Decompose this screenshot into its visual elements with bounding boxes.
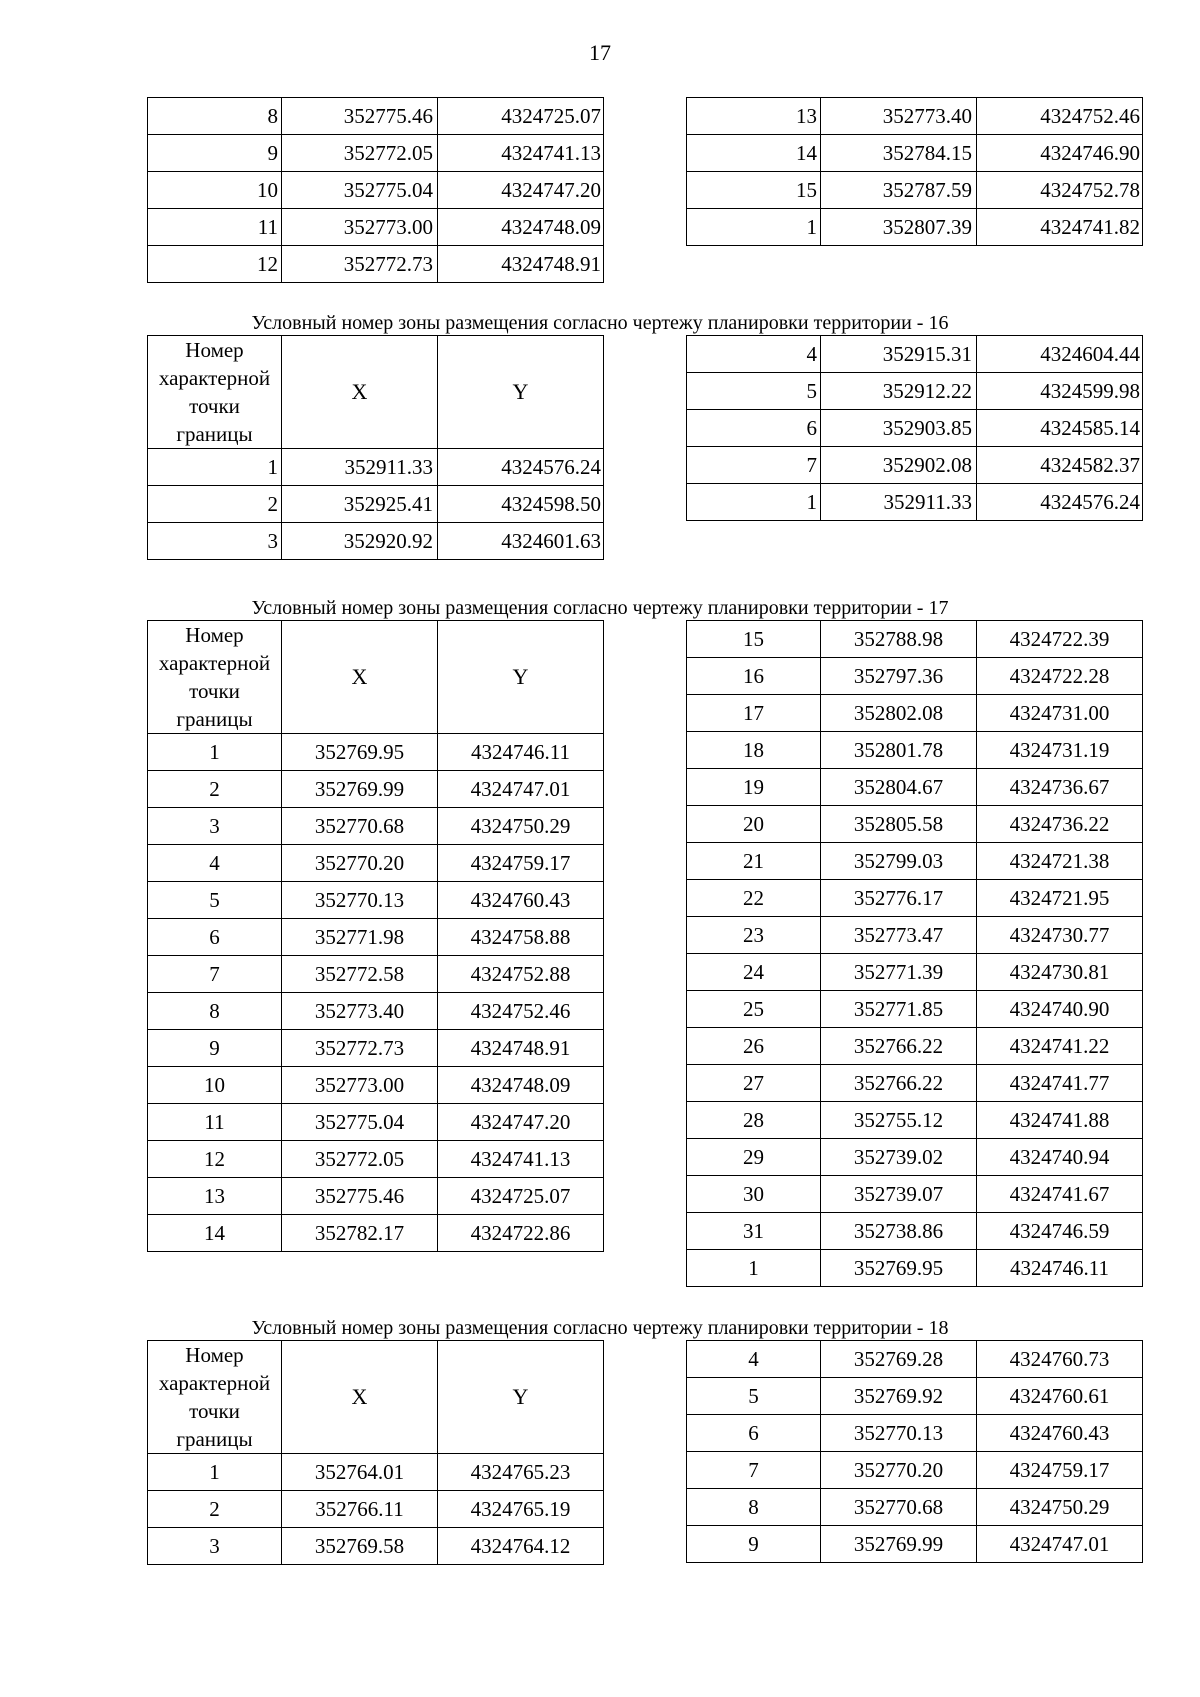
point-number-cell: 8 bbox=[148, 98, 282, 135]
x-coordinate-cell: 352769.28 bbox=[821, 1341, 977, 1378]
zone-16-caption: Условный номер зоны размещения согласно чертежу планировки территории - 16 bbox=[251, 312, 949, 334]
table-row bbox=[148, 993, 604, 1030]
table-row bbox=[148, 246, 604, 283]
y-coordinate-cell: 4324759.17 bbox=[977, 1452, 1143, 1489]
y-coordinate-cell: 4324747.20 bbox=[438, 1104, 604, 1141]
zone-17-caption: Условный номер зоны размещения согласно чертежу планировки территории - 17 bbox=[251, 597, 949, 619]
table-row bbox=[148, 98, 604, 135]
y-coordinate-cell: 4324765.19 bbox=[438, 1491, 604, 1528]
x-coordinate-cell: 352805.58 bbox=[821, 806, 977, 843]
y-coordinate-cell: 4324740.90 bbox=[977, 991, 1143, 1028]
x-coordinate-cell: 352797.36 bbox=[821, 658, 977, 695]
table-row bbox=[687, 1452, 1143, 1489]
y-coordinate-cell: 4324758.88 bbox=[438, 919, 604, 956]
point-number-cell: 15 bbox=[687, 621, 821, 658]
x-coordinate-cell: 352787.59 bbox=[821, 172, 977, 209]
point-number-cell: 2 bbox=[148, 486, 282, 523]
table-row bbox=[148, 1215, 604, 1252]
y-coordinate-cell: 4324740.94 bbox=[977, 1139, 1143, 1176]
y-coordinate-cell: 4324747.01 bbox=[438, 771, 604, 808]
y-coordinate-cell: 4324748.91 bbox=[438, 1030, 604, 1067]
y-coordinate-cell: 4324722.39 bbox=[977, 621, 1143, 658]
point-number-cell: 12 bbox=[148, 1141, 282, 1178]
point-number-header bbox=[148, 1341, 282, 1454]
y-coordinate-cell: 4324741.77 bbox=[977, 1065, 1143, 1102]
point-number-cell: 8 bbox=[687, 1489, 821, 1526]
y-coordinate-cell: 4324760.61 bbox=[977, 1378, 1143, 1415]
y-coordinate-cell: 4324730.81 bbox=[977, 954, 1143, 991]
header-line: характерной bbox=[158, 1371, 271, 1395]
point-number-cell: 19 bbox=[687, 769, 821, 806]
x-coordinate-cell: 352775.04 bbox=[282, 172, 438, 209]
table-row bbox=[148, 919, 604, 956]
table-top-right bbox=[686, 97, 1143, 246]
table-row bbox=[687, 1065, 1143, 1102]
x-coordinate-cell: 352766.22 bbox=[821, 1028, 977, 1065]
x-coordinate-cell: 352769.58 bbox=[282, 1528, 438, 1565]
y-coordinate-cell: 4324748.09 bbox=[438, 1067, 604, 1104]
point-number-cell: 9 bbox=[148, 135, 282, 172]
y-coordinate-cell: 4324721.38 bbox=[977, 843, 1143, 880]
y-coordinate-cell: 4324752.46 bbox=[977, 98, 1143, 135]
x-coordinate-cell: 352775.04 bbox=[282, 1104, 438, 1141]
table-row bbox=[687, 1341, 1143, 1378]
x-coordinate-cell: 352739.07 bbox=[821, 1176, 977, 1213]
table-row bbox=[148, 1491, 604, 1528]
x-coordinate-cell: 352902.08 bbox=[821, 447, 977, 484]
point-number-cell: 26 bbox=[687, 1028, 821, 1065]
x-coordinate-cell: 352771.39 bbox=[821, 954, 977, 991]
table-row bbox=[687, 1489, 1143, 1526]
header-line: границы bbox=[176, 1427, 253, 1451]
x-coordinate-cell: 352903.85 bbox=[821, 410, 977, 447]
header-line: точки bbox=[189, 679, 240, 703]
x-coordinate-cell: 352770.13 bbox=[821, 1415, 977, 1452]
x-coordinate-cell: 352771.98 bbox=[282, 919, 438, 956]
header-line: точки bbox=[189, 1399, 240, 1423]
table-zone-16-right bbox=[686, 335, 1143, 521]
point-number-cell: 7 bbox=[687, 1452, 821, 1489]
x-coordinate-cell: 352738.86 bbox=[821, 1213, 977, 1250]
point-number-cell: 6 bbox=[687, 1415, 821, 1452]
table-row bbox=[687, 410, 1143, 447]
point-number-cell: 3 bbox=[148, 1528, 282, 1565]
y-coordinate-cell: 4324760.43 bbox=[977, 1415, 1143, 1452]
y-coordinate-cell: 4324760.43 bbox=[438, 882, 604, 919]
table-zone-17-right bbox=[686, 620, 1143, 1287]
point-number-cell: 13 bbox=[687, 98, 821, 135]
x-coordinate-cell: 352766.11 bbox=[282, 1491, 438, 1528]
y-coordinate-cell: 4324750.29 bbox=[977, 1489, 1143, 1526]
x-coordinate-cell: 352799.03 bbox=[821, 843, 977, 880]
point-number-cell: 22 bbox=[687, 880, 821, 917]
header-row bbox=[148, 336, 604, 449]
zone-18-caption: Условный номер зоны размещения согласно чертежу планировки территории - 18 bbox=[251, 1317, 949, 1339]
x-coordinate-cell: 352772.73 bbox=[282, 246, 438, 283]
point-number-cell: 2 bbox=[148, 771, 282, 808]
point-number-cell: 2 bbox=[148, 1491, 282, 1528]
point-number-cell: 5 bbox=[687, 1378, 821, 1415]
y-coordinate-cell: 4324746.90 bbox=[977, 135, 1143, 172]
page-number: 17 bbox=[589, 40, 611, 65]
x-coordinate-cell: 352773.40 bbox=[282, 993, 438, 1030]
point-number-cell: 11 bbox=[148, 209, 282, 246]
point-number-cell: 23 bbox=[687, 917, 821, 954]
y-coordinate-cell: 4324576.24 bbox=[977, 484, 1143, 521]
table-row bbox=[687, 991, 1143, 1028]
x-coordinate-cell: 352764.01 bbox=[282, 1454, 438, 1491]
table-row bbox=[148, 1067, 604, 1104]
y-coordinate-cell: 4324752.88 bbox=[438, 956, 604, 993]
y-coordinate-cell: 4324721.95 bbox=[977, 880, 1143, 917]
y-coordinate-cell: 4324725.07 bbox=[438, 98, 604, 135]
point-number-cell: 1 bbox=[148, 449, 282, 486]
point-number-cell: 14 bbox=[687, 135, 821, 172]
table-row bbox=[148, 1178, 604, 1215]
point-number-cell: 20 bbox=[687, 806, 821, 843]
y-coordinate-cell: 4324752.46 bbox=[438, 993, 604, 1030]
x-coordinate-cell: 352911.33 bbox=[821, 484, 977, 521]
x-coordinate-cell: 352775.46 bbox=[282, 98, 438, 135]
x-coordinate-cell: 352925.41 bbox=[282, 486, 438, 523]
y-coordinate-cell: 4324722.28 bbox=[977, 658, 1143, 695]
point-number-cell: 10 bbox=[148, 172, 282, 209]
point-number-cell: 1 bbox=[687, 209, 821, 246]
y-coordinate-cell: 4324746.59 bbox=[977, 1213, 1143, 1250]
point-number-header bbox=[148, 336, 282, 449]
x-coordinate-cell: 352920.92 bbox=[282, 523, 438, 560]
header-line: характерной bbox=[158, 366, 271, 390]
y-coordinate-cell: 4324746.11 bbox=[977, 1250, 1143, 1287]
point-number-cell: 21 bbox=[687, 843, 821, 880]
header-row bbox=[148, 1341, 604, 1454]
point-number-cell: 11 bbox=[148, 1104, 282, 1141]
x-coordinate-cell: 352801.78 bbox=[821, 732, 977, 769]
table-row bbox=[687, 880, 1143, 917]
x-coordinate-cell: 352772.05 bbox=[282, 135, 438, 172]
y-coordinate-cell: 4324736.67 bbox=[977, 769, 1143, 806]
table-row bbox=[687, 373, 1143, 410]
table-row bbox=[148, 209, 604, 246]
y-coordinate-cell: 4324741.88 bbox=[977, 1102, 1143, 1139]
y-coordinate-cell: 4324725.07 bbox=[438, 1178, 604, 1215]
x-coordinate-cell: 352782.17 bbox=[282, 1215, 438, 1252]
y-coordinate-cell: 4324601.63 bbox=[438, 523, 604, 560]
point-number-cell: 6 bbox=[148, 919, 282, 956]
point-number-cell: 14 bbox=[148, 1215, 282, 1252]
y-header: Y bbox=[438, 336, 604, 449]
x-coordinate-cell: 352769.99 bbox=[282, 771, 438, 808]
y-coordinate-cell: 4324598.50 bbox=[438, 486, 604, 523]
y-coordinate-cell: 4324752.78 bbox=[977, 172, 1143, 209]
y-coordinate-cell: 4324750.29 bbox=[438, 808, 604, 845]
point-number-cell: 30 bbox=[687, 1176, 821, 1213]
x-header: X bbox=[282, 336, 438, 449]
x-coordinate-cell: 352770.13 bbox=[282, 882, 438, 919]
table-row bbox=[148, 172, 604, 209]
point-number-cell: 4 bbox=[687, 336, 821, 373]
y-coordinate-cell: 4324765.23 bbox=[438, 1454, 604, 1491]
point-number-cell: 5 bbox=[148, 882, 282, 919]
table-zone-16-left bbox=[147, 335, 604, 560]
table-row bbox=[148, 956, 604, 993]
x-coordinate-cell: 352784.15 bbox=[821, 135, 977, 172]
x-coordinate-cell: 352775.46 bbox=[282, 1178, 438, 1215]
table-row bbox=[148, 1030, 604, 1067]
x-coordinate-cell: 352771.85 bbox=[821, 991, 977, 1028]
x-header: X bbox=[282, 621, 438, 734]
header-line: Номер bbox=[185, 1343, 244, 1367]
table-row bbox=[148, 1141, 604, 1178]
point-number-cell: 13 bbox=[148, 1178, 282, 1215]
y-coordinate-cell: 4324760.73 bbox=[977, 1341, 1143, 1378]
table-row bbox=[687, 172, 1143, 209]
point-number-cell: 7 bbox=[148, 956, 282, 993]
point-number-cell: 5 bbox=[687, 373, 821, 410]
point-number-cell: 29 bbox=[687, 1139, 821, 1176]
table-row bbox=[687, 135, 1143, 172]
x-coordinate-cell: 352769.95 bbox=[282, 734, 438, 771]
x-coordinate-cell: 352769.95 bbox=[821, 1250, 977, 1287]
x-coordinate-cell: 352772.58 bbox=[282, 956, 438, 993]
table-row bbox=[687, 1102, 1143, 1139]
point-number-cell: 1 bbox=[148, 1454, 282, 1491]
table-row bbox=[687, 484, 1143, 521]
y-coordinate-cell: 4324741.13 bbox=[438, 1141, 604, 1178]
x-coordinate-cell: 352802.08 bbox=[821, 695, 977, 732]
point-number-cell: 27 bbox=[687, 1065, 821, 1102]
table-row bbox=[687, 336, 1143, 373]
y-coordinate-cell: 4324736.22 bbox=[977, 806, 1143, 843]
x-coordinate-cell: 352739.02 bbox=[821, 1139, 977, 1176]
x-coordinate-cell: 352807.39 bbox=[821, 209, 977, 246]
header-row bbox=[148, 621, 604, 734]
table-row bbox=[687, 1526, 1143, 1563]
point-number-cell: 12 bbox=[148, 246, 282, 283]
table-row bbox=[687, 769, 1143, 806]
y-coordinate-cell: 4324741.67 bbox=[977, 1176, 1143, 1213]
point-number-cell: 18 bbox=[687, 732, 821, 769]
table-row bbox=[687, 732, 1143, 769]
y-coordinate-cell: 4324748.91 bbox=[438, 246, 604, 283]
x-coordinate-cell: 352804.67 bbox=[821, 769, 977, 806]
y-coordinate-cell: 4324747.01 bbox=[977, 1526, 1143, 1563]
y-coordinate-cell: 4324731.19 bbox=[977, 732, 1143, 769]
table-row bbox=[687, 1415, 1143, 1452]
table-row bbox=[687, 954, 1143, 991]
table-row bbox=[148, 135, 604, 172]
x-coordinate-cell: 352769.92 bbox=[821, 1378, 977, 1415]
point-number-cell: 1 bbox=[148, 734, 282, 771]
x-coordinate-cell: 352770.20 bbox=[282, 845, 438, 882]
table-zone-17-left bbox=[147, 620, 604, 1252]
point-number-cell: 3 bbox=[148, 523, 282, 560]
table-row bbox=[148, 882, 604, 919]
y-coordinate-cell: 4324741.13 bbox=[438, 135, 604, 172]
table-row bbox=[687, 209, 1143, 246]
header-line: характерной bbox=[158, 651, 271, 675]
x-coordinate-cell: 352788.98 bbox=[821, 621, 977, 658]
x-coordinate-cell: 352769.99 bbox=[821, 1526, 977, 1563]
point-number-cell: 15 bbox=[687, 172, 821, 209]
y-header: Y bbox=[438, 1341, 604, 1454]
table-row bbox=[687, 98, 1143, 135]
header-line: Номер bbox=[185, 623, 244, 647]
table-row bbox=[687, 1176, 1143, 1213]
header-line: точки bbox=[189, 394, 240, 418]
table-row bbox=[687, 1250, 1143, 1287]
point-number-cell: 28 bbox=[687, 1102, 821, 1139]
x-coordinate-cell: 352772.73 bbox=[282, 1030, 438, 1067]
y-coordinate-cell: 4324741.82 bbox=[977, 209, 1143, 246]
y-coordinate-cell: 4324582.37 bbox=[977, 447, 1143, 484]
table-row bbox=[148, 734, 604, 771]
table-row bbox=[687, 806, 1143, 843]
y-coordinate-cell: 4324730.77 bbox=[977, 917, 1143, 954]
y-coordinate-cell: 4324599.98 bbox=[977, 373, 1143, 410]
point-number-cell: 31 bbox=[687, 1213, 821, 1250]
table-row bbox=[687, 1213, 1143, 1250]
table-top-left bbox=[147, 97, 604, 283]
header-line: границы bbox=[176, 422, 253, 446]
y-coordinate-cell: 4324741.22 bbox=[977, 1028, 1143, 1065]
x-coordinate-cell: 352773.00 bbox=[282, 1067, 438, 1104]
point-number-cell: 9 bbox=[148, 1030, 282, 1067]
x-coordinate-cell: 352773.40 bbox=[821, 98, 977, 135]
x-coordinate-cell: 352770.68 bbox=[821, 1489, 977, 1526]
point-number-cell: 1 bbox=[687, 484, 821, 521]
y-coordinate-cell: 4324748.09 bbox=[438, 209, 604, 246]
point-number-cell: 16 bbox=[687, 658, 821, 695]
x-coordinate-cell: 352773.00 bbox=[282, 209, 438, 246]
table-zone-18-right bbox=[686, 1340, 1143, 1563]
table-row bbox=[148, 845, 604, 882]
table-row bbox=[148, 771, 604, 808]
point-number-cell: 1 bbox=[687, 1250, 821, 1287]
y-coordinate-cell: 4324576.24 bbox=[438, 449, 604, 486]
header-line: границы bbox=[176, 707, 253, 731]
point-number-cell: 10 bbox=[148, 1067, 282, 1104]
point-number-cell: 9 bbox=[687, 1526, 821, 1563]
table-row bbox=[148, 523, 604, 560]
table-row bbox=[687, 843, 1143, 880]
x-coordinate-cell: 352773.47 bbox=[821, 917, 977, 954]
y-coordinate-cell: 4324764.12 bbox=[438, 1528, 604, 1565]
point-number-cell: 4 bbox=[148, 845, 282, 882]
y-coordinate-cell: 4324759.17 bbox=[438, 845, 604, 882]
point-number-cell: 6 bbox=[687, 410, 821, 447]
y-header: Y bbox=[438, 621, 604, 734]
y-coordinate-cell: 4324604.44 bbox=[977, 336, 1143, 373]
table-row bbox=[687, 1139, 1143, 1176]
x-coordinate-cell: 352772.05 bbox=[282, 1141, 438, 1178]
y-coordinate-cell: 4324585.14 bbox=[977, 410, 1143, 447]
table-row bbox=[687, 1028, 1143, 1065]
table-zone-18-left bbox=[147, 1340, 604, 1565]
table-row bbox=[687, 1378, 1143, 1415]
x-coordinate-cell: 352766.22 bbox=[821, 1065, 977, 1102]
x-coordinate-cell: 352755.12 bbox=[821, 1102, 977, 1139]
point-number-cell: 7 bbox=[687, 447, 821, 484]
table-row bbox=[687, 917, 1143, 954]
point-number-cell: 17 bbox=[687, 695, 821, 732]
table-row bbox=[687, 621, 1143, 658]
point-number-cell: 4 bbox=[687, 1341, 821, 1378]
table-row bbox=[148, 486, 604, 523]
point-number-cell: 25 bbox=[687, 991, 821, 1028]
x-header: X bbox=[282, 1341, 438, 1454]
table-row bbox=[148, 1104, 604, 1141]
point-number-cell: 24 bbox=[687, 954, 821, 991]
y-coordinate-cell: 4324722.86 bbox=[438, 1215, 604, 1252]
table-row bbox=[148, 1528, 604, 1565]
x-coordinate-cell: 352911.33 bbox=[282, 449, 438, 486]
header-line: Номер bbox=[185, 338, 244, 362]
x-coordinate-cell: 352770.68 bbox=[282, 808, 438, 845]
table-row bbox=[687, 447, 1143, 484]
point-number-header bbox=[148, 621, 282, 734]
x-coordinate-cell: 352776.17 bbox=[821, 880, 977, 917]
x-coordinate-cell: 352912.22 bbox=[821, 373, 977, 410]
x-coordinate-cell: 352915.31 bbox=[821, 336, 977, 373]
point-number-cell: 8 bbox=[148, 993, 282, 1030]
y-coordinate-cell: 4324747.20 bbox=[438, 172, 604, 209]
table-row bbox=[687, 658, 1143, 695]
table-row bbox=[148, 808, 604, 845]
table-row bbox=[148, 1454, 604, 1491]
table-row bbox=[687, 695, 1143, 732]
table-row bbox=[148, 449, 604, 486]
y-coordinate-cell: 4324731.00 bbox=[977, 695, 1143, 732]
x-coordinate-cell: 352770.20 bbox=[821, 1452, 977, 1489]
y-coordinate-cell: 4324746.11 bbox=[438, 734, 604, 771]
point-number-cell: 3 bbox=[148, 808, 282, 845]
